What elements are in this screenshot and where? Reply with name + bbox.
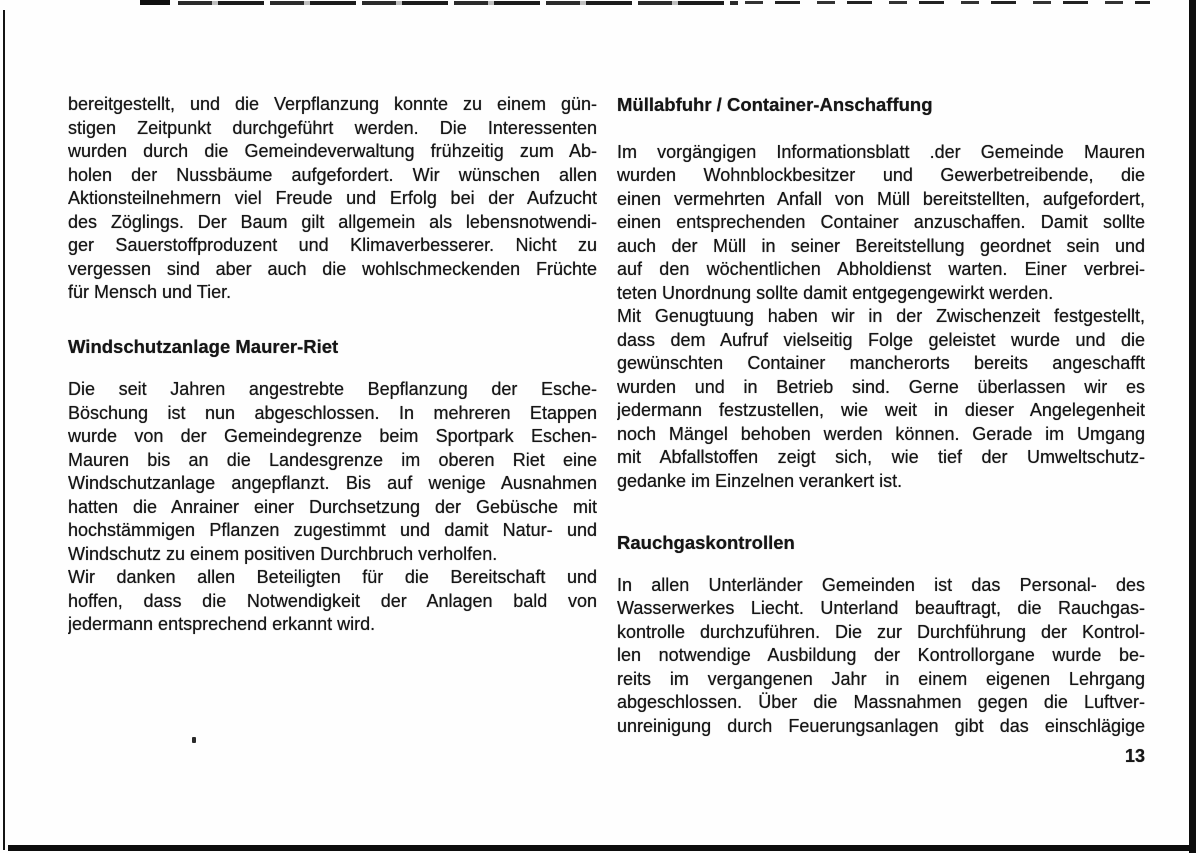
- text-line: Windschutzanlage angepflanzt. Bis auf wenige Ausnahmen: [68, 473, 597, 493]
- text-line: stigen Zeitpunkt durchgeführt werden. Die Interessenten: [68, 117, 597, 138]
- section-heading-rauchgaskontrollen: Rauchgaskontrollen: [617, 532, 795, 553]
- text-line: Mit Genugtuung haben wir in der Zwischenzeit festgestellt,: [617, 306, 1145, 326]
- text-line: vergessen sind aber auch die wohlschmeckenden Früchte: [68, 258, 597, 279]
- page-border-right: [1189, 0, 1196, 853]
- text-line: noch Mängel behoben werden können. Gerade im Umgang: [617, 423, 1145, 444]
- right-column: [617, 93, 1145, 738]
- text-line: Aktionsteilnehmern viel Freude und Erfolg bei der Aufzucht: [68, 188, 597, 208]
- text-line: Wir danken allen Beteiligten für die Bereitschaft und: [68, 567, 597, 587]
- paragraph-muellabfuhr: [617, 141, 1145, 306]
- text-line: des Zöglings. Der Baum gilt allgemein als lebensnotwendi-: [68, 211, 597, 232]
- text-line: für Mensch und Tier.: [68, 282, 232, 302]
- text-line: hatten die Anrainer einer Durchsetzung der Gebüsche mit: [68, 496, 597, 517]
- text-line: jedermann festzustellen, wie weit in dieser Angelegenheit: [617, 400, 1145, 420]
- page-top-scan-artifact: [178, 1, 738, 5]
- left-column: [68, 93, 597, 637]
- text-line: Im vorgängigen Informationsblatt .der Gemeinde Mauren: [617, 141, 1145, 162]
- text-line: wurden durch die Gemeindeverwaltung frühzeitig zum Ab-: [68, 141, 597, 161]
- paragraph-rauchgaskontrollen: [617, 574, 1145, 739]
- text-line: gedanke im Einzelnen verankert ist.: [617, 470, 903, 491]
- text-line: Windschutz zu einem positiven Durchbruch verholfen.: [68, 543, 498, 564]
- text-line: wurden und in Betrieb sind. Gerne überlassen wir es: [617, 376, 1145, 397]
- text-line: teten Unordnung sollte damit entgegengewirkt werden.: [617, 282, 1054, 303]
- text-line: einen entsprechenden Container anzuschaffen. Damit sollte: [617, 212, 1145, 232]
- text-line: unreinigung durch Feuerungsanlagen gibt das einschlägige: [617, 715, 1145, 736]
- text-line: Wasserwerkes Liecht. Unterland beauftragt, die Rauchgas-: [617, 598, 1145, 618]
- page-border-left: [3, 10, 5, 850]
- text-line: mit Abfallstoffen zeigt sich, wie tief der Umweltschutz-: [617, 447, 1145, 467]
- paragraph-muellabfuhr-result: [617, 305, 1145, 493]
- paragraph-tree-planting: [68, 93, 597, 305]
- text-line: gewünschten Container mancherorts bereits angeschafft: [617, 353, 1145, 373]
- text-line: holen der Nussbäume aufgefordert. Wir wünschen allen: [68, 164, 597, 185]
- text-line: len notwendige Ausbildung der Kontrollorgane wurde be-: [617, 645, 1145, 665]
- page-top-scan-artifact: [140, 0, 170, 5]
- text-line: abgeschlossen. Über die Massnahmen gegen die Luftver-: [617, 692, 1145, 712]
- text-line: einen vermehrten Anfall von Müll bereitstellten, aufgefordert,: [617, 188, 1145, 209]
- page-top-scan-artifact: [745, 1, 1150, 4]
- text-line: Böschung ist nun abgeschlossen. In mehreren Etappen: [68, 402, 597, 423]
- text-line: In allen Unterländer Gemeinden ist das Personal- des: [617, 574, 1145, 595]
- text-line: jedermann entsprechend erkannt wird.: [68, 614, 376, 634]
- page-border-bottom: [8, 845, 1196, 851]
- text-line: Mauren bis an die Landesgrenze im oberen Riet eine: [68, 449, 597, 470]
- text-line: reits im vergangenen Jahr in einem eigenen Lehrgang: [617, 668, 1145, 689]
- text-line: hochstämmigen Pflanzen zugestimmt und damit Natur- und: [68, 520, 597, 540]
- text-line: Die seit Jahren angestrebte Bepflanzung der Esche-: [68, 379, 597, 399]
- paragraph-windschutzanlage: [68, 378, 597, 566]
- text-line: wurden Wohnblockbesitzer und Gewerbetreibende, die: [617, 165, 1145, 185]
- text-line: bereitgestellt, und die Verpflanzung konnte zu einem gün-: [68, 94, 597, 114]
- text-line: auf den wöchentlichen Abholdienst warten. Einer verbrei-: [617, 259, 1145, 279]
- text-line: dass dem Aufruf vielseitig Folge geleistet wurde und die: [617, 329, 1145, 350]
- text-line: wurde von der Gemeindegrenze beim Sportpark Eschen-: [68, 426, 597, 446]
- text-line: kontrolle durchzuführen. Die zur Durchführung der Kontrol-: [617, 621, 1145, 642]
- scan-speck-artifact: [192, 737, 196, 743]
- text-line: hoffen, dass die Notwendigkeit der Anlagen bald von: [68, 590, 597, 611]
- section-heading-muellabfuhr: Müllabfuhr / Container-Anschaffung: [617, 94, 933, 115]
- section-heading-windschutzanlage: Windschutzanlage Maurer-Riet: [68, 335, 339, 357]
- paragraph-windschutzanlage-thanks: [68, 566, 597, 637]
- text-line: auch der Müll in seiner Bereitstellung geordnet sein und: [617, 235, 1145, 256]
- page-number: 13: [1124, 746, 1145, 766]
- text-line: ger Sauerstoffproduzent und Klimaverbesserer. Nicht zu: [68, 235, 597, 255]
